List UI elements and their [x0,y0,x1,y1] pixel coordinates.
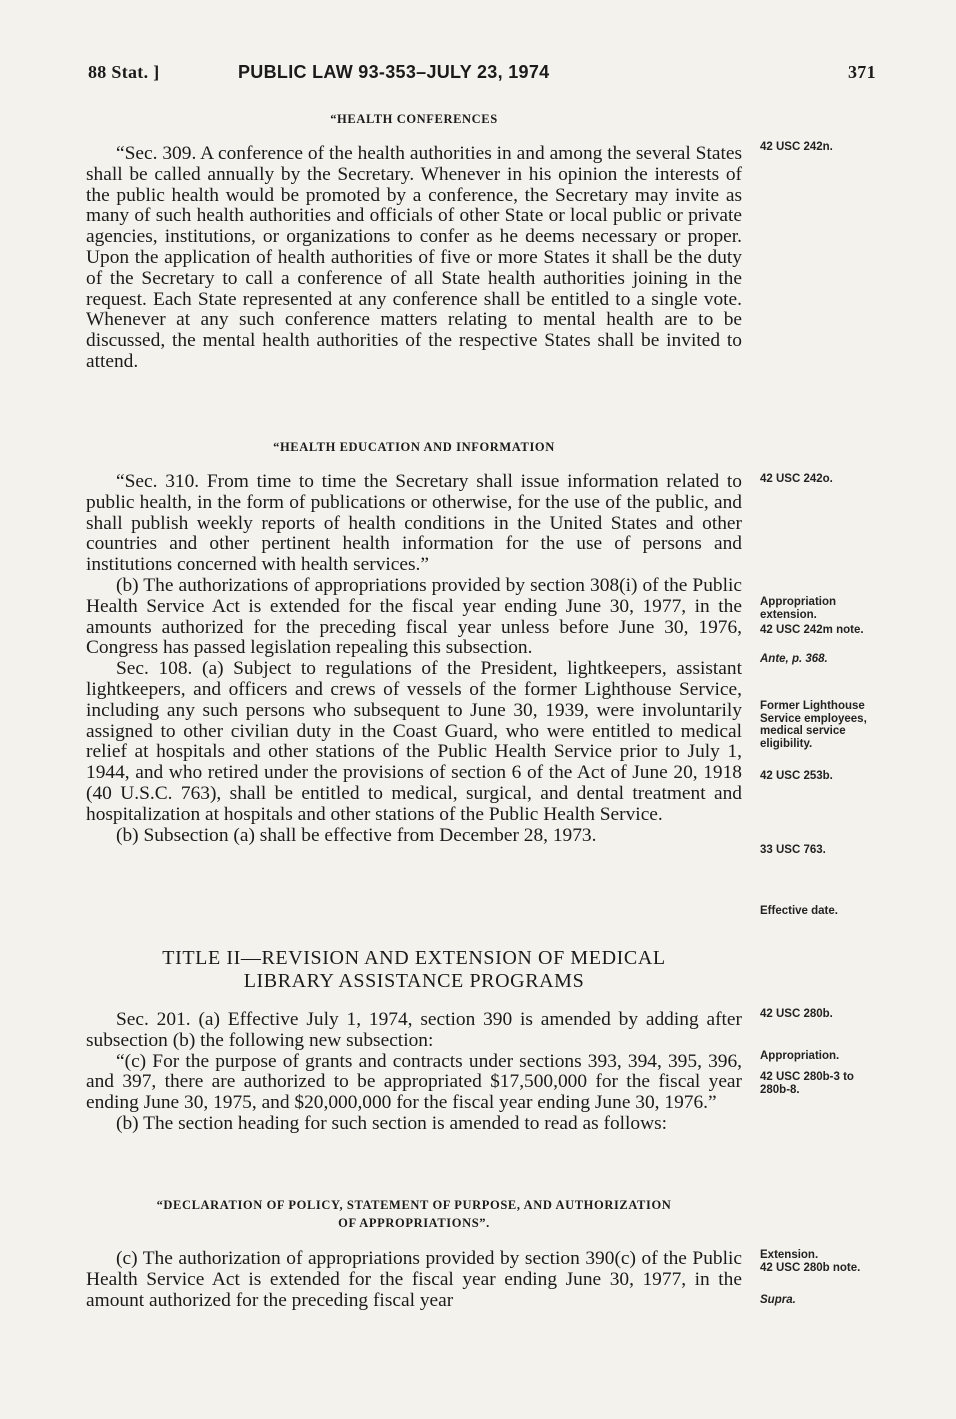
margin-note-effective-date: Effective date. [760,905,838,917]
section-201-quoted-c: “(c) For the purpose of grants and contracts under sections 393, 394, 395, 396, and 397, there are authorized to be appropriated $17,500,000 for the fiscal year ending June 30, 1975, and $20,000,000 for the fiscal year ending June 30, 1976.” [86,1050,742,1114]
section-310-text: “Sec. 310. From time to time the Secretary shall issue information related to public health, in the form of publications or otherwise, for the use of the public, and shall publish weekly reports of health conditions in the United States and other countries and other pertinent health information for the use of persons and institutions concerned with health services.” [86,471,742,576]
section-108-a: Sec. 108. (a) Subject to regulations of the President, lightkeepers, assistant lightkeepers, and officers and crews of vessels of the former Lighthouse Service, including any such persons who subsequent to June 30, 1939, were involuntarily assigned to other civilian duty in the Coast Guard, who were entitled to medical relief at hospitals and other stations of the Public Health Service prior to July 1, 1944, and who retired under the provisions of section 6 of the Act of June 20, 1918 (40 U.S.C. 763), shall be entitled to medical, surgical, and dental treatment and hospitalization at hospitals and other stations of the Public Health Service. [86,658,742,825]
title-ii-heading-line1: TITLE II—REVISION AND EXTENSION OF MEDICAL [162,947,666,969]
section-201-c: (c) The authorization of appropriations provided by section 390(c) of the Public Health Service Act is extended for the fiscal year ending June 30, 1977, in the amount authorized for the preceding fiscal year [86,1248,742,1311]
section-201-b: (b) The section heading for such section is amended to read as follows: [116,1112,668,1134]
subsection-b-appropriations: (b) The authorizations of appropriations provided by section 308(i) of the Public Health Service Act is extended for the fiscal year ending June 30, 1977, in the amounts authorized for the preceding fiscal year unless before June 30, 1976, Congress has passed legislation repealing this subsection. [86,574,742,659]
section-309-text: “Sec. 309. A conference of the health authorities in and among the several States shall be called annually by the Secretary. Whenever in his opinion the interests of the public health would be promoted by a conference, the Secretary may invite as many of such health authorities and officials of other State or local public or private agencies, institutions, or organizations to confer as he deems necessary or proper. Upon the application of health authorities of five or more States it shall be the duty of the Secretary to call a conference of all State health authorities joining in the request. Each State represented at any conference shall be entitled to a single vote. Whenever at any such conference matters relating to mental health are to be discussed, the mental health authorities of the respective States shall be invited to attend. [86,143,742,372]
margin-note-appropriation: Appropriation. [760,1050,840,1062]
page-title: PUBLIC LAW 93-353–JULY 23, 1974 [238,62,550,82]
margin-note-280b-note: 42 USC 280b note. [760,1262,861,1274]
margin-note-extension: Extension. [760,1249,819,1261]
section-201-a: Sec. 201. (a) Effective July 1, 1974, section 390 is amended by adding after subsection (b) the following new subsection: [86,1009,742,1051]
section-201 [86,1010,742,1135]
declaration-heading-line2: OF APPROPRIATIONS”. [338,1216,490,1230]
margin-note-242n: 42 USC 242n. [760,141,833,153]
margin-note-supra: Supra. [760,1294,796,1306]
margin-note-280b: 42 USC 280b. [760,1008,833,1020]
margin-note-280b3: 42 USC 280b-3 to 280b-8. [760,1071,854,1096]
health-education-heading: “HEALTH EDUCATION AND INFORMATION [273,440,555,454]
volume-reference: 88 Stat. ] [88,62,160,82]
margin-note-lighthouse: Former Lighthouse Service employees, medical service eligibility. [760,700,867,750]
margin-note-253b: 42 USC 253b. [760,770,833,782]
title-ii-heading-line2: LIBRARY ASSISTANCE PROGRAMS [243,970,585,992]
declaration-heading-line1: “DECLARATION OF POLICY, STATEMENT OF PURPOSE, AND AUTHORIZATION [156,1198,672,1212]
section-310 [86,472,742,846]
section-309 [86,144,742,373]
margin-note-ante: Ante, p. 368. [760,653,828,665]
section-108-b: (b) Subsection (a) shall be effective from December 28, 1973. [116,824,597,846]
health-conferences-heading: “HEALTH CONFERENCES [330,112,498,126]
section-201-c-block [86,1249,742,1311]
page-number: 371 [848,62,876,82]
margin-note-appropriation-extension: Appropriation extension. [760,596,837,621]
margin-note-763: 33 USC 763. [760,844,826,856]
margin-note-242o: 42 USC 242o. [760,473,833,485]
margin-note-242m: 42 USC 242m note. [760,624,864,636]
